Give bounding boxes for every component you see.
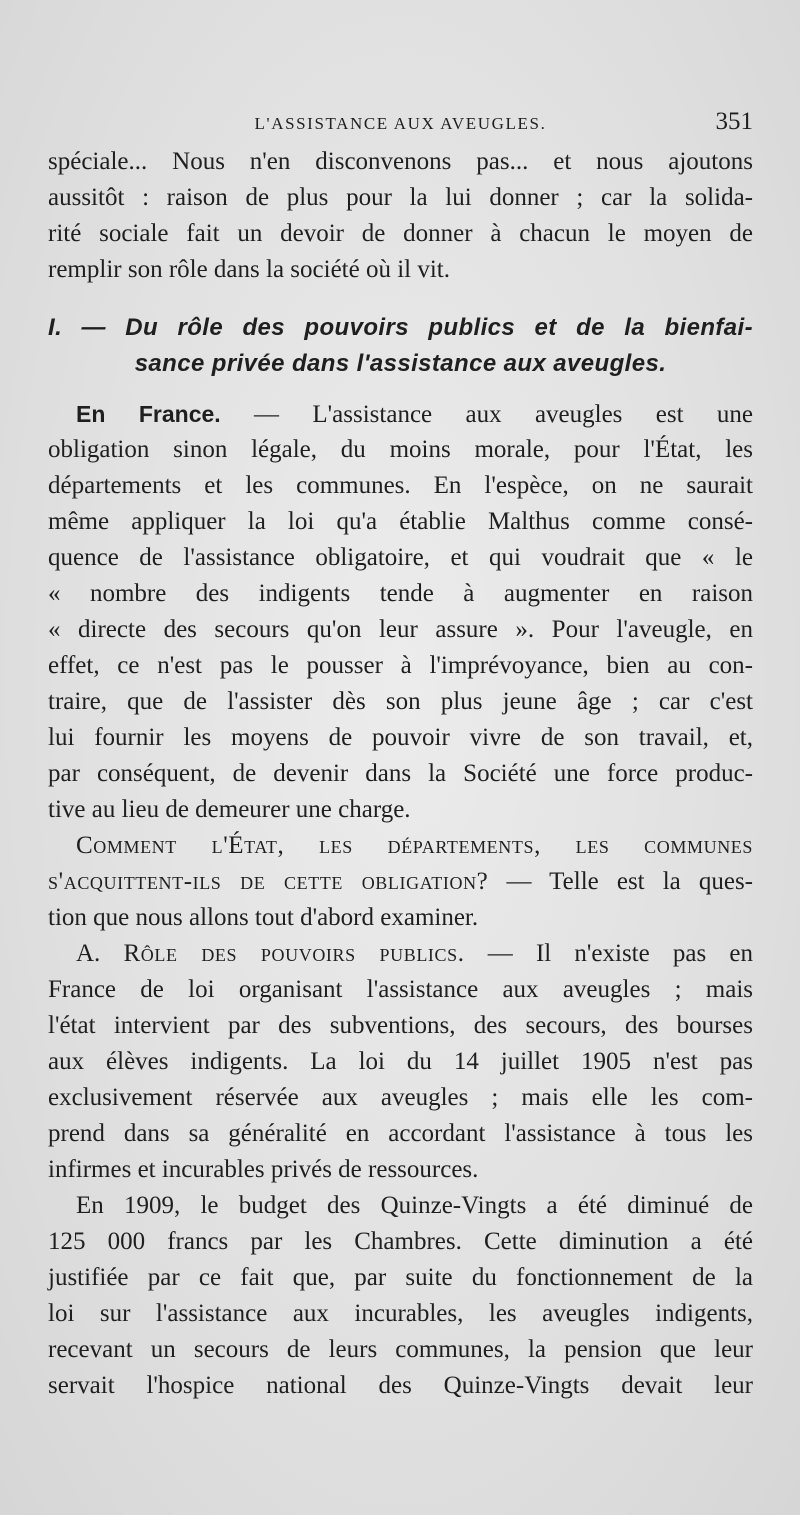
text-run: — Il n'existe pas en [464, 940, 753, 967]
text-run: — Telle est la ques- [488, 868, 754, 895]
text-line [48, 936, 753, 972]
intro-paragraph [48, 144, 753, 288]
text-line: rité sociale fait un devoir de donner à chacun le moyen de [48, 220, 753, 247]
text-run: s'acquittent-ils de cette obligation? [48, 868, 489, 895]
text-line: lui fournir les moyens de pouvoir vivre de son travail, et, [48, 724, 753, 751]
text-line [48, 396, 753, 432]
running-header [48, 108, 753, 142]
page-number: 351 [715, 108, 753, 135]
heading-line: I. — Du rôle des pouvoirs publics et de la bienfai- [48, 314, 753, 341]
text-line: loi sur l'assistance aux incurables, les aveugles indigents, [48, 1300, 753, 1327]
text-line: « nombre des indigents tende à augmenter en raison [48, 580, 753, 607]
text-line: tion que nous allons tout d'abord examiner. [48, 904, 479, 931]
subsection-title: Rôle des pouvoirs publics. [123, 940, 465, 967]
page-body [48, 144, 753, 1404]
text-line: remplir son rôle dans la société où il vit. [48, 256, 450, 283]
text-line: aux élèves indigents. La loi du 14 juillet 1905 n'est pas [48, 1048, 753, 1075]
text-line: « directe des secours qu'on leur assure ». Pour l'aveugle, en [48, 616, 753, 643]
running-title: L'ASSISTANCE AUX AVEUGLES. [254, 114, 547, 133]
section-heading [48, 310, 753, 382]
text-line: infirmes et incurables privés de ressources. [48, 1156, 479, 1183]
paragraph-france [48, 396, 753, 828]
text-line: même appliquer la loi qu'a établie Malthus comme consé- [48, 508, 753, 535]
paragraph-role [48, 936, 753, 1188]
text-line [48, 864, 753, 900]
text-line: servait l'hospice national des Quinze-Vingts devait leur [48, 1372, 753, 1399]
text-line: par conséquent, de devenir dans la Société une force produc- [48, 760, 753, 787]
text-line: aussitôt : raison de plus pour la lui donner ; car la solida- [48, 184, 753, 211]
text-line: obligation sinon légale, du moins morale, pour l'État, les [48, 436, 753, 463]
text-line: exclusivement réservée aux aveugles ; mais elle les com- [48, 1084, 753, 1111]
text-line: prend dans sa généralité en accordant l'assistance à tous les [48, 1120, 753, 1147]
paragraph-lead: En France. [76, 401, 221, 427]
heading-line: sance privée dans l'assistance aux aveugles. [134, 350, 667, 377]
text-line: spéciale... Nous n'en disconvenons pas... et nous ajoutons [48, 148, 753, 175]
text-line: quence de l'assistance obligatoire, et qui voudrait que « le [48, 544, 753, 571]
text-line: 125 000 francs par les Chambres. Cette diminution a été [48, 1228, 753, 1255]
paragraph-question [48, 828, 753, 936]
paragraph-1909 [48, 1188, 753, 1404]
text-line: recevant un secours de leurs communes, la pension que leur [48, 1336, 753, 1363]
text-line: En 1909, le budget des Quinze-Vingts a été diminué de [76, 1192, 753, 1219]
text-line: traire, que de l'assister dès son plus jeune âge ; car c'est [48, 688, 753, 715]
text-run: — L'assistance aux aveugles est une [220, 401, 753, 428]
text-run: A. [76, 940, 124, 967]
text-line: France de loi organisant l'assistance aux aveugles ; mais [48, 976, 753, 1003]
text-line: Comment l'État, les départements, les communes [76, 832, 753, 859]
text-line: justifiée par ce fait que, par suite du fonctionnement de la [48, 1264, 753, 1291]
text-line: tive au lieu de demeurer une charge. [48, 796, 411, 823]
text-line: départements et les communes. En l'espèce, on ne saurait [48, 472, 753, 499]
text-line: l'état intervient par des subventions, des secours, des bourses [48, 1012, 753, 1039]
text-line: effet, ce n'est pas le pousser à l'imprévoyance, bien au con- [48, 652, 753, 679]
